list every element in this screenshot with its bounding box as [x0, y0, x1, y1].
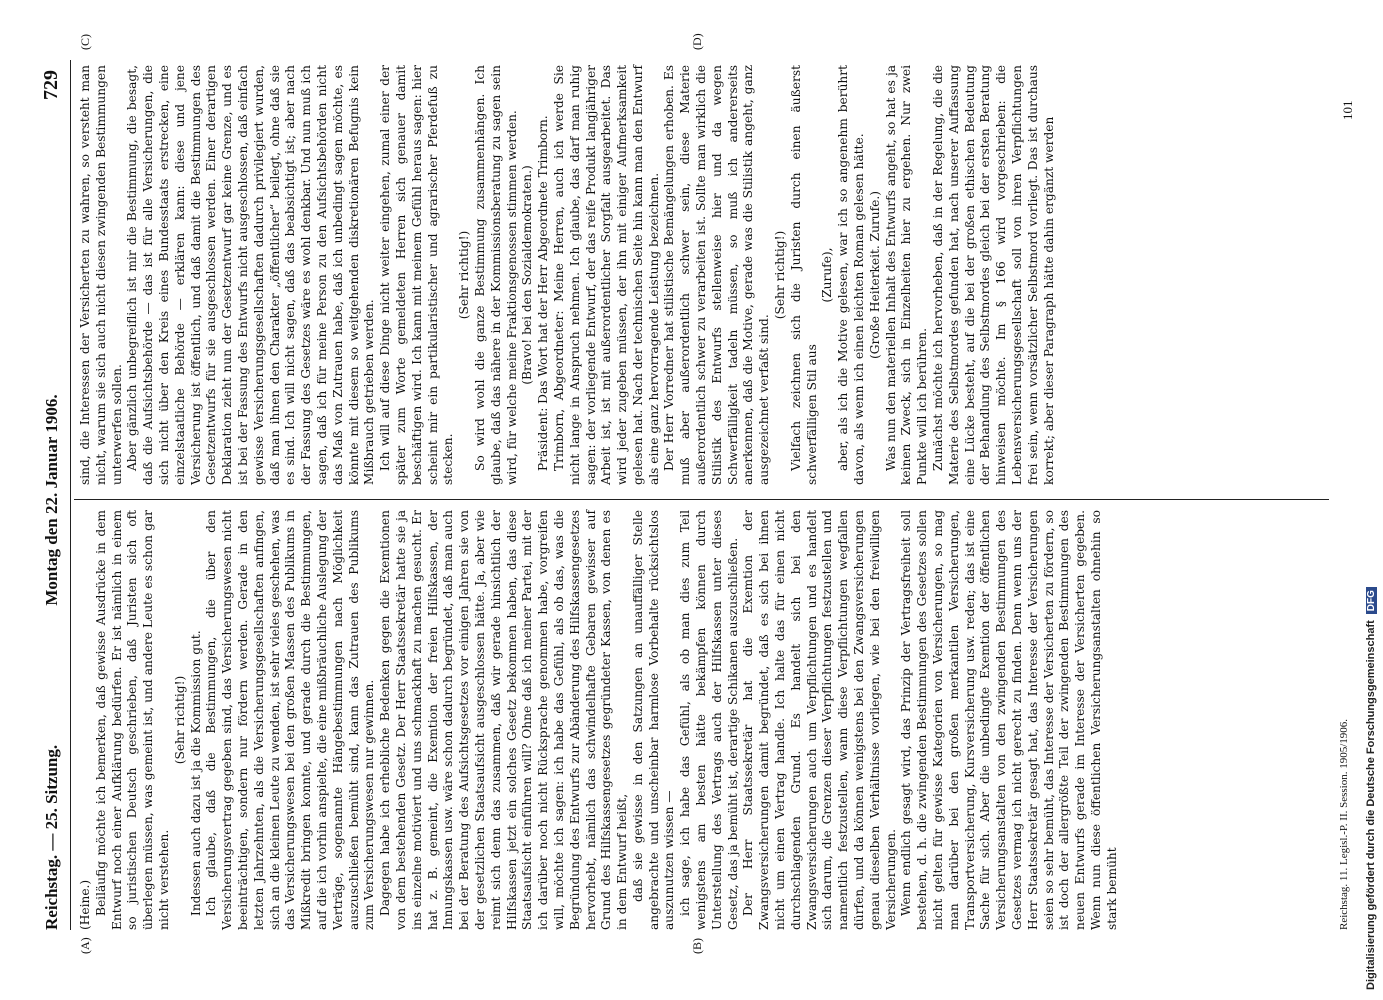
paragraph: Aber gänzlich unbegreiflich ist mir die Bestimmung, die besagt, daß die Aufsichtsbehörde — das ist für alle Versicherungen, die sich nicht über den Kreis eines Bundesstaats erstrecken, eine einzelstaatliche Behörde — erklären kann: diese und jene Versicherung ist öffentlich, und daß damit die Bestimmungen des Gesetzentwurfs für sie ausgeschlossen werden. Einer derartigen Deklaration zieht nun der Gesetzentwurf gar keine Grenze, und es ist bei der Fassung des Entwurfs nicht ausgeschlossen, daß einfach gewisse Versicherungsgesellschaften dadurch privilegiert wurden, daß man ihnen den Charakter „öffentlicher“ beilegt, ohne daß sie es sind. Ich will nicht sagen, daß das beabsichtigt ist; aber nach der Fassung des Gesetzes wäre es wohl denkbar. Und nun muß ich sagen, daß ich für meine Person zu den Aufsichtsbehörden nicht das Maß von Zutrauen habe, daß ich unbedingt sagen möchte, es könnte mit diesem so weitgehenden diskretionären Befugnis kein Mißbrauch getrieben werden.	[125, 65, 377, 485]
digitization-notice	[1365, 587, 1377, 990]
header-session: Reichstag. — 25. Sitzung.	[42, 744, 61, 930]
paragraph: Dagegen habe ich erhebliche Bedenken gegen die Exemtionen von dem bestehenden Gesetz. Der Herr Staatssekretär hatte sie ja ins einzelne motiviert und uns schmackhaft zu machen gesucht. Er hat z. B. gemeint, die Exemtion der freien Hilfskassen, der Innungskassen usw. wäre schon dadurch begründet, daß man auch bei der Beratung des Aufsichtsgesetzes vor einigen Jahren sie von der gesetzlichen Staatsaufsicht ausgeschlossen hätte. Ja, aber wie reimt sich denn das zusammen, daß wir gerade hinsichtlich der Hilfskassen jetzt ein solches Gesetz bekommen haben, das diese Staatsaufsicht einführen will? Ohne daß ich meiner Partei, mit der ich darüber noch nicht Rücksprache genommen habe, vorgreifen will, möchte ich sagen: ich habe das Gefühl, als ob das, was die Begründung des Entwurfs zur Abänderung des Hilfskassengesetzes hervorhebt, nämlich das schwindelhafte Gebaren gewisser auf Grund des Hilfskassengesetzes gegründeter Kassen, von denen es in dem Entwurf heißt,	[378, 510, 630, 930]
paragraph: Indessen auch dazu ist ja die Kommission gut.	[188, 630, 203, 916]
paragraph: So wird wohl die ganze Bestimmung zusammenhängen. Ich glaube, daß das nähere in der Kommissionsberatung zu sagen sein wird, für welche meine Fraktionsgenossen stimmen werden.	[472, 65, 519, 485]
digitization-notice-text: Digitalisierung gefördert durch die Deutsche Forschungsgemeinschaft	[1365, 620, 1377, 990]
paragraph: aber, als ich die Motive gelesen, war ich so angenehm berührt davon, als wenn ich einen leichten Roman gelesen hätte.	[836, 65, 867, 485]
paragraph: Beiläufig möchte ich bemerken, daß gewisse Ausdrücke in dem Entwurf noch einer Aufklärung bedürfen. Er ist nämlich in einem so juristischen Deutsch geschrieben, daß Juristen sich oft überlegen müssen, was gemeint ist, und andere Leute es schon gar nicht verstehen.	[93, 510, 171, 930]
paragraph: Was nun den materiellen Inhalt des Entwurfs angeht, so hat es ja keinen Zweck, sich in Einzelheiten hier zu ergehen. Nur zwei Punkte will ich berühren.	[883, 65, 930, 485]
paragraph: ich sage, ich habe das Gefühl, als ob man dies zum Teil wenigstens am besten hätte bekämpfen können durch Unterstellung des Vertrags auch der Hilfskassen unter dieses Gesetz, das ja bemüht ist, derartige Schikanen auszuschließen.	[678, 510, 740, 930]
paragraph: Zunächst möchte ich hervorheben, daß in der Regelung, die die Materie des Selbstmordes gefunden hat, nach unserer Auffassung eine Lücke besteht, auf die bei der großen ethischen Bedeutung der Behandlung des Selbstmordes gleich bei der ersten Beratung hinweisen möchte. Im § 166 wird vorgeschrieben: die Lebensversicherungsgesellschaft soll von ihren Verpflichtungen frei sein, wenn vorsätzlicher Selbstmord vorliegt. Das ist durchaus korrekt; aber dieser Paragraph hätte dahin ergänzt werden	[931, 65, 1056, 485]
header-page-number: 729	[40, 70, 62, 100]
right-text-column	[78, 65, 1057, 485]
paragraph: Wenn endlich gesagt wird, das Prinzip der Vertragsfreiheit soll bestehen, d. h. die zwingenden Bestimmungen des Gesetzes sollen nicht gelten für gewisse Kategorien von Versicherungen, so mag man darüber bei den großen merkantilen Versicherungen, Transportversicherung, Kursversicherung usw. reden; das ist eine Sache für sich. Aber die unbedingte Exemtion der öffentlichen Versicherungsanstalten von den zwingenden Bestimmungen des Gesetzes vermag ich nicht gerecht zu finden. Denn wenn uns der Herr Staatssekretär gesagt hat, das Interesse der Versicherungen seien so sehr bemüht, das Interesse der Versicherten zu fördern, so ist doch der allergrößte Teil der zwingenden Bestimmungen des neuen Entwurfs gerade im Interesse der Versicherten gegeben. Wenn nun diese öffentlichen Versicherungsanstalten ohnehin so stark bemüht	[899, 510, 1119, 930]
margin-letter-b: (B)	[690, 938, 704, 954]
header-date: Montag den 22. Januar 1906.	[42, 394, 61, 606]
paragraph: Ich glaube, daß die Bestimmungen, die über den Versicherungsvertrag gegeben sind, das Versicherungswesen nicht beeinträchtigen, sondern nur fördern werden. Gerade in den letzten Jahrzehnten, als die Versicherungsgesellschaften anfingen, sich an die kleinen Leute zu wenden, ist sehr vieles geschehen, was das Versicherungswesen bei den großen Massen des Publikums in Mißkredit bringen konnte, und gerade durch die Bestimmungen, auf die ich vorhin anspielte, die eine mißbräuchliche Auslegung der Verträge, sogenannte Hängebestimmungen nach Möglichkeit auszuschließen bemüht sind, kann das Zutrauen des Publikums zum Versicherungswesen nur gewinnen.	[204, 510, 377, 930]
margin-letter-a: (A)	[78, 937, 92, 954]
paragraph: daß sie gewisse in den Satzungen an unauffälliger Stelle angebrachte und unscheinbar harmlose Vorbehalte rücksichtslos auszunutzen wissen —	[630, 510, 677, 930]
interjection: (Zurufe),	[820, 247, 835, 303]
paragraph: sind, die Interessen der Versicherten zu wahren, so versteht man nicht, warum sie sich auch nicht diesen zwingenden Bestimmungen unterwerfen sollen.	[78, 65, 124, 485]
interjection: (Sehr richtig!)	[457, 230, 472, 320]
paragraph: Der Herr Staatssekretär hat die Exemtion der Zwangsversicherungen damit begründet, daß es sich bei ihnen nicht um einen Vertrag handle. Ich halte das für einen nicht durchschlagenden Grund. Es handelt sich bei den Zwangsversicherungen auch um Verpflichtungen und es handelt sich darum, die Grenzen dieser Verpflichtungen festzustellen und namentlich festzustellen, wann diese Verpflichtungen wegfallen dürfen, und da können wenigstens bei den Zwangsversicherungen genau dieselben Verhältnisse vorliegen, wie bei den freiwilligen Versicherungen.	[741, 510, 898, 930]
footer-citation: Reichstag. 11. Legisl.-P. II. Session. 1905/1906.	[1338, 718, 1350, 930]
paragraph: Der Herr Vorredner hat stilistische Bemängelungen erhoben. Es muß aber außerordentlich schwer sein, diese Materie außerordentlich schwer zu verarbeiten ist. Sollte man wirklich die Stilistik des Entwurfs stellenweise hier und da wegen Schwerfälligkeit tadeln müssen, so muß ich andererseits anerkennen, daß die Motive, gerade was die Stilistik angeht, ganz ausgezeichnet verfaßt sind.	[662, 65, 772, 485]
margin-letter-c: (C)	[78, 34, 92, 50]
header-rule	[70, 60, 71, 930]
interjection: (Bravo! bei den Sozialdemokraten.)	[520, 165, 535, 385]
margin-letter-d: (D)	[690, 33, 704, 50]
paragraph: Trimborn, Abgeordneter: Meine Herren, auch ich werde Sie nicht lange in Anspruch nehmen. Ich glaube, das darf man ruhig sagen: der vorliegende Entwurf, der das reife Produkt langjähriger Arbeit ist, ist mit außerordentlicher Sorgfalt ausgearbeitet. Das wird jeder zugeben müssen, der ihn mit einiger Aufmerksamkeit gelesen hat. Nach der technischen Seite hin kann man den Entwurf als eine ganz hervorragende Leistung bezeichnen.	[551, 65, 661, 485]
dfg-logo: DFG	[1366, 587, 1377, 614]
left-text-column	[78, 510, 1121, 930]
column-divider	[74, 499, 1329, 500]
paragraph: Vielfach zeichnen sich die Juristen durch einen äußerst schwerfälligen Stil aus	[788, 65, 819, 485]
speaker-line: Präsident: Das Wort hat der Herr Abgeordnete Trimborn.	[536, 115, 551, 471]
digitization-sidebar	[1361, 0, 1383, 1000]
interjection: (Große Heiterkeit. Zurufe.)	[867, 190, 882, 360]
paragraph: (Heine.)	[78, 879, 92, 930]
interjection: (Sehr richtig!)	[773, 230, 788, 320]
paragraph: Ich will auf diese Dinge nicht weiter eingehen, zumal einer der später zum Worte gemeldeten Herren sich genauer damit beschäftigen wird. Ich kann mit meinem Gefühl heraus sagen: hier scheint mir ein partikularistischer und agrarischer Pferdefuß zu stecken.	[378, 65, 456, 485]
interjection: (Sehr richtig!)	[172, 675, 187, 765]
footer-sheet-number: 101	[1340, 100, 1355, 120]
page-header	[40, 70, 66, 930]
